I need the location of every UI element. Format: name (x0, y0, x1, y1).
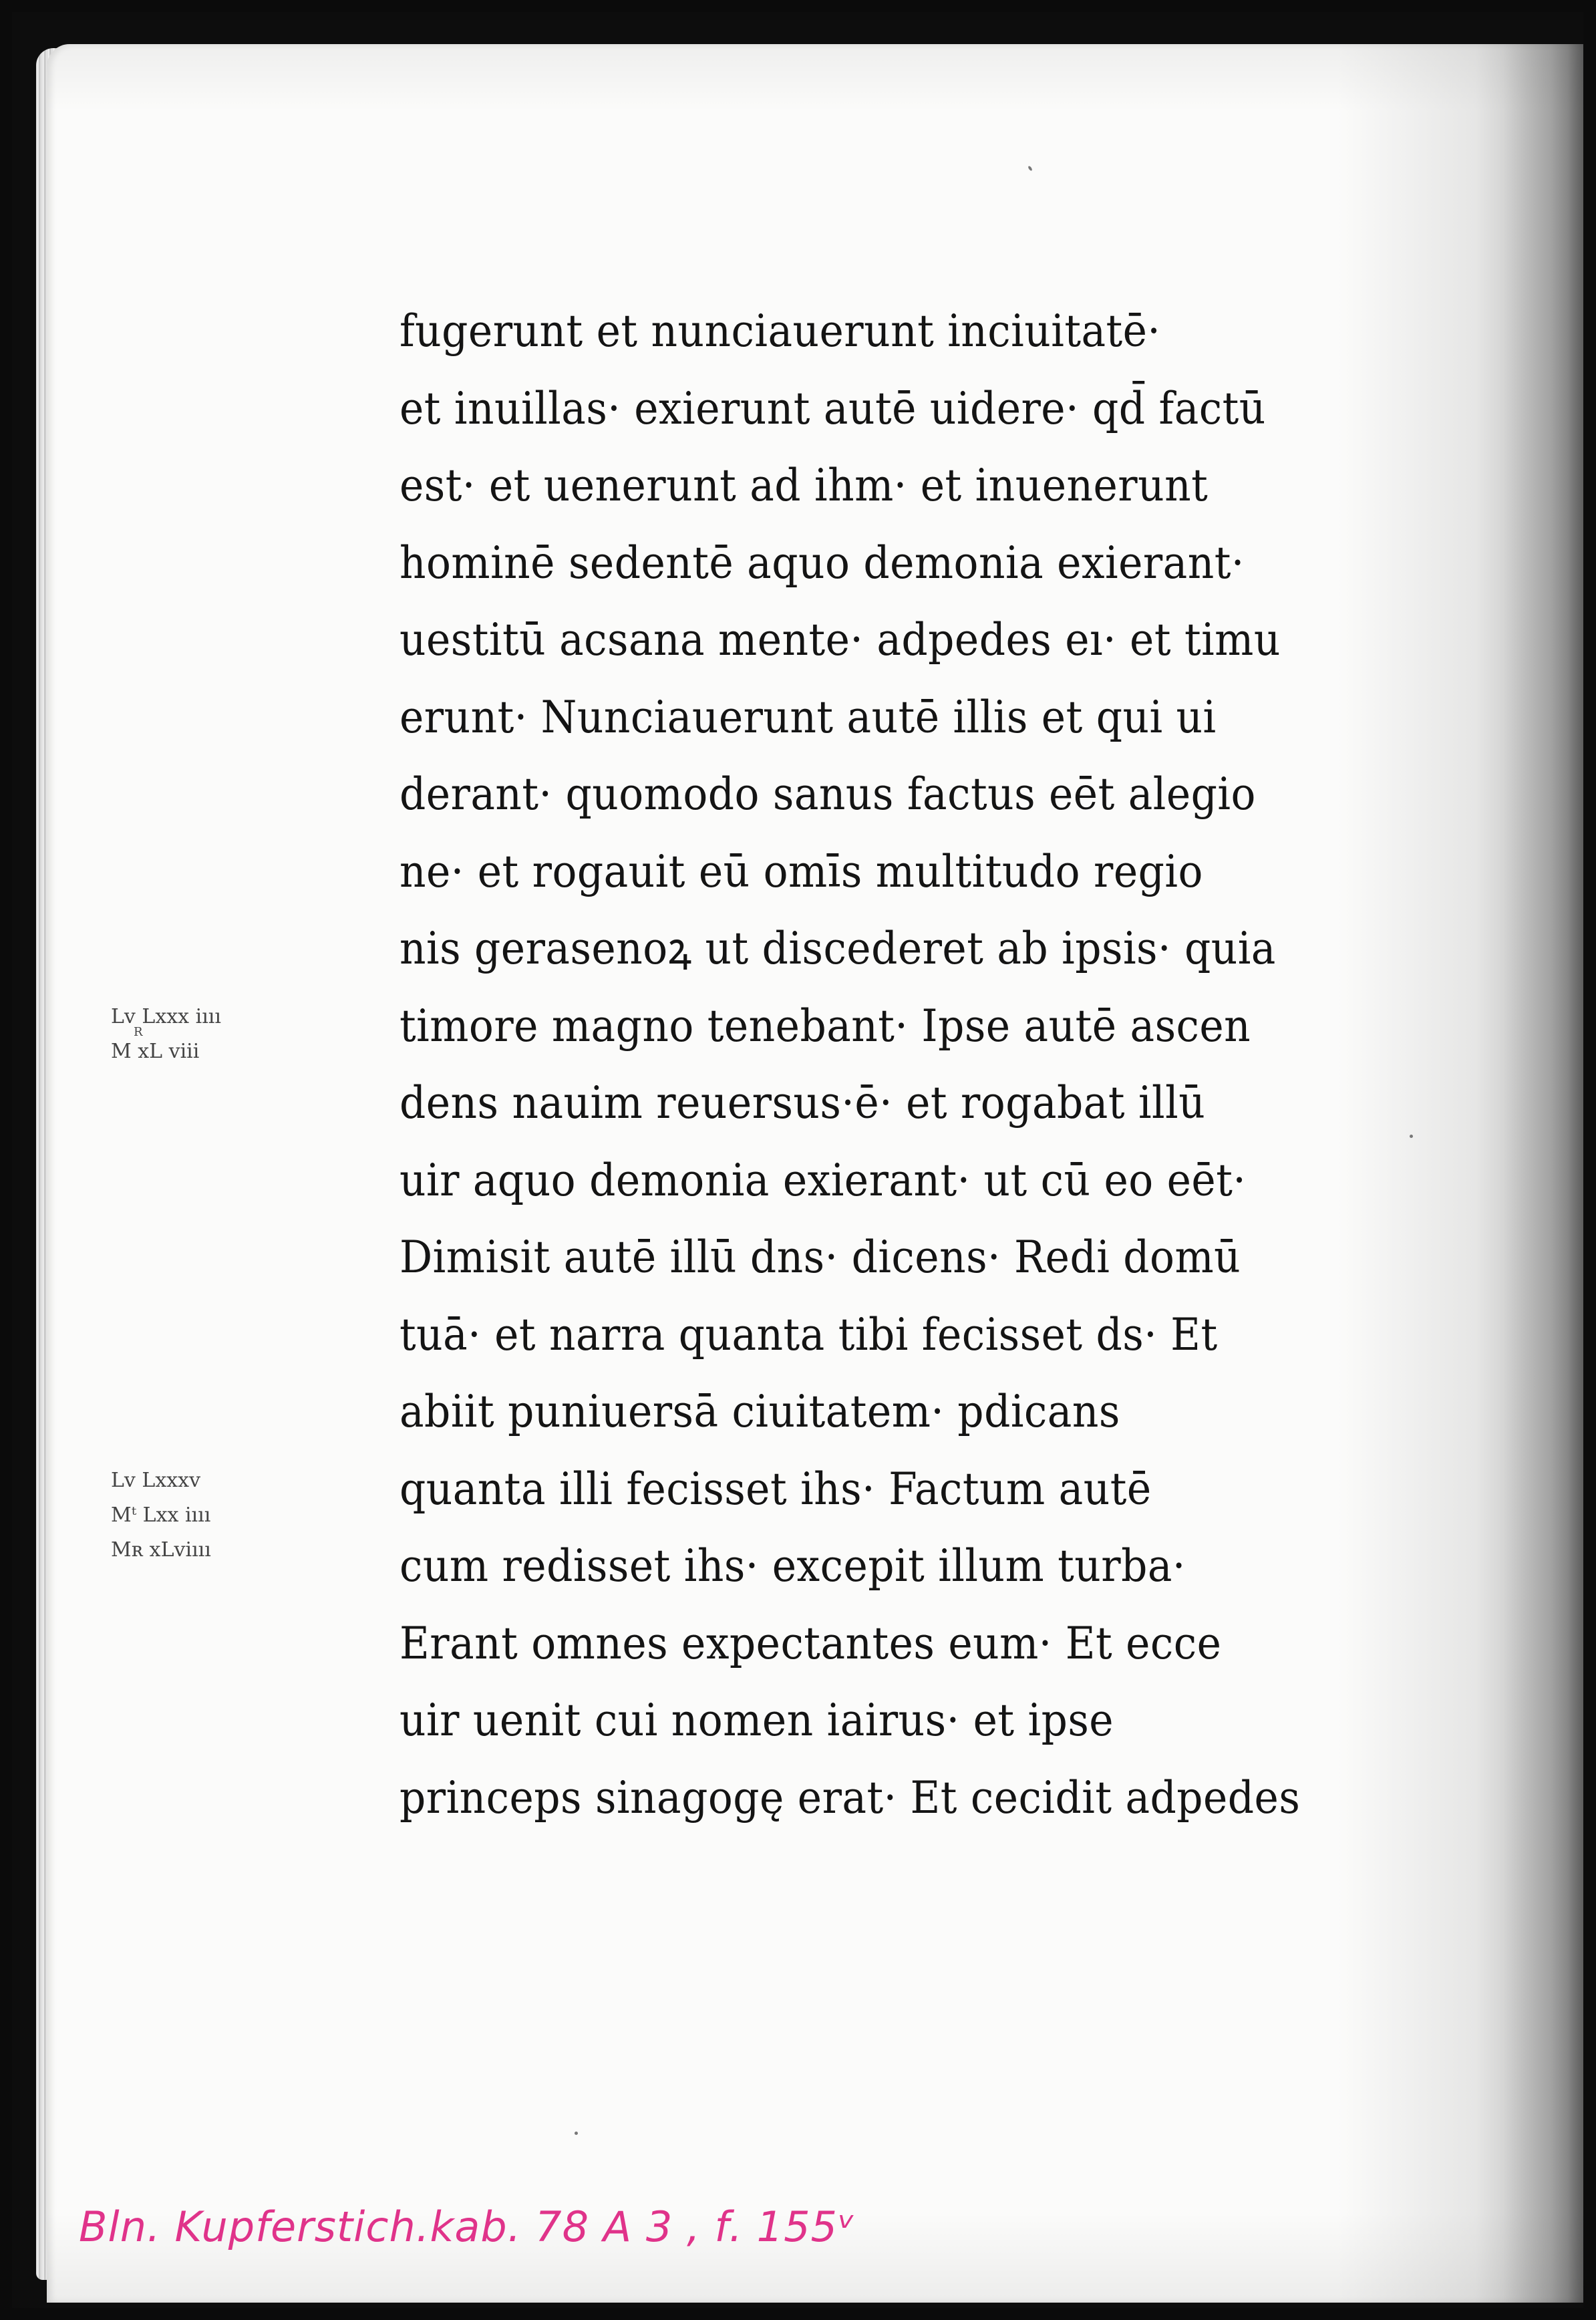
marginal-note-line: Lᴠ Lxxxv (111, 1469, 201, 1492)
text-line: quanta illi fecisset ihs· Factum autē (400, 1463, 1152, 1515)
page-speck (575, 2132, 578, 2135)
marginal-note-line: Mᵗ Lxx iııı (111, 1503, 211, 1527)
text-line: et inuillas· exierunt autē uidere· qd̄ factū (400, 382, 1266, 434)
text-line: nis gerasenoꝝ ut discederet ab ipsis· quia (400, 923, 1276, 974)
text-line: abiit puniuersā ciuitatem· pdicans (400, 1386, 1120, 1437)
page-speck (1027, 166, 1033, 172)
text-line: fugerunt et nunciauerunt inciuitatē· (400, 305, 1161, 357)
text-line: tuā· et narra quanta tibi fecisset ds· Et (400, 1308, 1218, 1360)
marginal-note-line: Mʀ xLviııı (111, 1538, 211, 1562)
text-line: dens nauim reuersus·ē· et rogabat illū (400, 1077, 1206, 1129)
text-line: princeps sinagogę erat· Et cecidit adpedes (400, 1771, 1301, 1824)
marginal-note-superscript: R (134, 1025, 143, 1039)
text-line: erunt· Nunciauerunt autē illis et qui ui (400, 691, 1217, 743)
text-line: uir aquo demonia exierant· ut cū eo eēt· (400, 1154, 1247, 1206)
manuscript-photograph (12, 12, 1583, 2308)
gutter-shadow (1503, 44, 1583, 2303)
text-line: Erant omnes expectantes eum· Et ecce (400, 1617, 1222, 1669)
marginal-note-line: Lᴠ Lxxx iııı (111, 1005, 221, 1028)
marginal-note (111, 1463, 211, 1568)
shelfmark-annotation: Bln. Kupferstich.kab. 78 A 3 , f. 155ᵛ (79, 2202, 856, 2251)
text-line: cum redisset ihs· excepit illum turba· (400, 1540, 1186, 1592)
text-line: ne· et rogauit eū omīs multitudo regio (400, 845, 1203, 897)
manuscript-text-block (400, 293, 1495, 1836)
text-line: uestitū acsana mente· adpedes eı· et timu (400, 614, 1281, 666)
text-line: est· et uenerunt ad ihm· et inuenerunt (400, 460, 1209, 511)
text-line: Dimisit autē illū dns· dicens· Redi domū (400, 1231, 1241, 1283)
text-line: timore magno tenebant· Ipse autē ascen (400, 1000, 1251, 1052)
text-line: derant· quomodo sanus factus eēt alegio (400, 768, 1256, 820)
marginal-note-line: M xL viii (111, 1040, 200, 1063)
marginal-note (111, 1000, 221, 1069)
text-line: hominē sedentē aquo demonia exierant· (400, 537, 1245, 589)
text-line: uir uenit cui nomen iairus· et ipse (400, 1695, 1114, 1746)
